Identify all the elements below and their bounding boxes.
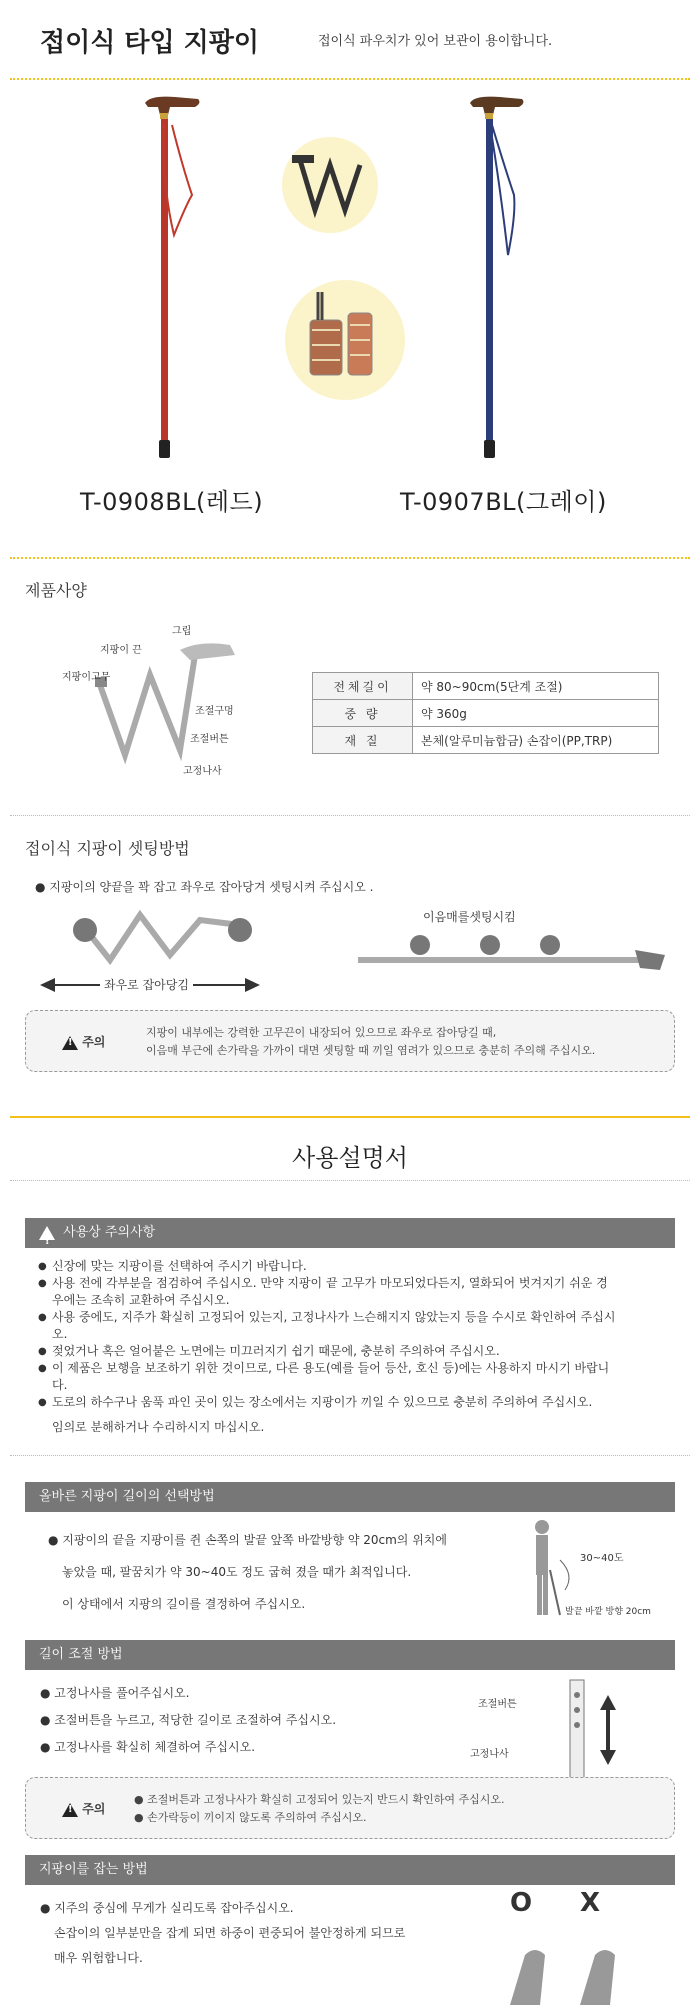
adjust-button-label: 조절버튼 — [478, 1699, 517, 1710]
precautions-divider — [10, 1455, 690, 1456]
precautions-list — [38, 1258, 618, 1411]
adjust-item-text: 고정나사를 확실히 체결하여 주십시오. — [54, 1740, 256, 1754]
good-mark: O — [510, 1888, 533, 1918]
adjust-item-text: 조절버튼을 누르고, 적당한 길이로 조절하여 주십시오. — [54, 1713, 337, 1727]
caution-line: ● 조절버튼과 고정나사가 확실히 고정되어 있는지 반드시 확인하여 주십시오. — [134, 1793, 505, 1806]
blue-cane-image — [470, 97, 523, 458]
adjust-caution-box — [25, 1777, 675, 1839]
spec-row — [313, 700, 659, 727]
adjust-list — [40, 1680, 336, 1761]
list-item: ● 조절버튼을 누르고, 적당한 길이로 조절하여 주십시오. — [40, 1713, 337, 1727]
length-text — [48, 1524, 447, 1620]
caution-item-text: 조절버튼과 고정나사가 확실히 고정되어 있는지 반드시 확인하여 주십시오. — [147, 1793, 505, 1806]
pouch-image — [285, 280, 405, 400]
length-title: 올바른 지팡이 길이의 선택방법 — [39, 1489, 215, 1504]
label-adjust-hole: 조절구멍 — [195, 706, 234, 717]
label-grip: 그립 — [172, 626, 192, 637]
products-divider — [10, 557, 690, 559]
grip-line: 매우 위험합니다. — [54, 1951, 143, 1965]
label-adjust-button: 조절버튼 — [190, 734, 229, 745]
list-item: ● 이 제품은 보행을 보조하기 위한 것이므로, 다른 용도(예를 들어 등산, 호신 등)에는 사용하지 마시기 바랍니다. — [38, 1360, 618, 1394]
spec-key: 전체길이 — [313, 673, 413, 700]
setting-bullet: ● 지팡이의 양끝을 꽉 잡고 좌우로 잡아당겨 셋팅시켜 주십시오 . — [35, 880, 374, 894]
manual-title-divider — [10, 1180, 690, 1181]
spec-value: 약 80~90cm(5단계 조절) — [413, 673, 659, 700]
spec-row — [313, 727, 659, 754]
page-title: 접이식 타입 지팡이 — [40, 28, 260, 58]
spec-row — [313, 673, 659, 700]
setting-bullet-text: 지팡이의 양끝을 꽉 잡고 좌우로 잡아당겨 셋팅시켜 주십시오 . — [49, 880, 374, 894]
grip-line: ● 지주의 중심에 무게가 실리도록 잡아주십시오. — [40, 1901, 294, 1915]
warning-icon — [62, 1036, 78, 1050]
list-item: ● 사용 전에 각부분을 점검하여 주십시오. 만약 지팡이 끝 고무가 마모되었다든지, 열화되어 벗겨지기 쉬운 경우에는 조속히 교환하여 주십시오. — [38, 1275, 618, 1309]
red-cane-image — [145, 97, 199, 458]
distance-label: 발끝 바깥 방향 20cm — [565, 1607, 651, 1617]
list-item: ● 고정나사를 풀어주십시오. — [40, 1686, 190, 1700]
model-gray: T-0907BL(그레이) — [400, 488, 607, 516]
spec-title: 제품사양 — [25, 581, 87, 600]
length-line: 이 상태에서 지팡의 길이를 결정하여 주십시오. — [62, 1597, 306, 1611]
spec-value: 약 360g — [413, 700, 659, 727]
caution-text: 주의 — [82, 1035, 106, 1049]
spec-divider — [10, 815, 690, 816]
label-cane-neck: 지팡이 끈 — [100, 645, 142, 656]
spec-value: 본체(알루미늄합금) 손잡이(PP,TRP) — [413, 727, 659, 754]
length-line: 놓았을 때, 팔꿈치가 약 30~40도 정도 굽혀 졌을 때가 최적입니다. — [62, 1565, 412, 1579]
precautions-tail: 임의로 분해하거나 수리하시지 마십시오. — [52, 1420, 265, 1434]
setting-left-caption: 좌우로 잡아당김 — [100, 976, 193, 993]
caution-line: ● 손가락등이 끼이지 않도록 주의하여 주십시오. — [134, 1811, 367, 1824]
adjust-item-text: 고정나사를 풀어주십시오. — [54, 1686, 190, 1700]
spec-key: 중 량 — [313, 700, 413, 727]
spec-table — [312, 672, 659, 754]
length-line-text: 지팡이의 끝을 지팡이를 쥔 손쪽의 발끝 앞쪽 바깥방향 약 20cm의 위치에 — [62, 1533, 447, 1547]
header-divider — [10, 78, 690, 80]
folded-cane-image — [282, 137, 378, 233]
model-red: T-0908BL(레드) — [80, 488, 264, 516]
list-item: ● 사용 중에도, 지주가 확실히 고정되어 있는지, 고정나사가 느슨해지지 않았는지 등을 수시로 확인하여 주십시오. — [38, 1309, 618, 1343]
warning-icon — [62, 1803, 78, 1817]
manual-top-divider — [10, 1116, 690, 1118]
precautions-bar — [25, 1218, 675, 1248]
adjust-caution-text — [134, 1791, 505, 1827]
page-subtitle: 접이식 파우치가 있어 보관이 용이합니다. — [318, 34, 553, 49]
list-item: ● 젖었거나 혹은 얼어붙은 노면에는 미끄러지기 쉽기 때문에, 충분히 주의하여 주십시오. — [38, 1343, 618, 1360]
label-tip: 지팡이고무 — [62, 672, 111, 683]
grip-line: 손잡이의 일부분만을 잡게 되면 하중이 편중되어 불안정하게 되므로 — [54, 1926, 406, 1940]
adjust-figure — [550, 1675, 630, 1785]
product-images — [0, 85, 700, 485]
setting-title: 접이식 지팡이 셋팅방법 — [25, 839, 190, 858]
caution-line: 이음매 부근에 손가락을 가까이 대면 셋팅할 때 끼일 염려가 있으므로 충분히 주의해 주십시오. — [146, 1044, 596, 1057]
spec-diagram — [40, 615, 300, 775]
label-lock-nut: 고정나사 — [183, 766, 222, 777]
angle-label: 30~40도 — [580, 1553, 624, 1564]
spec-key: 재 질 — [313, 727, 413, 754]
list-item: ● 도로의 하수구나 움푹 파인 곳이 있는 장소에서는 지팡이가 끼일 수 있으므로 충분히 주의하여 주십시오. — [38, 1394, 618, 1411]
grip-figure — [500, 1925, 660, 2015]
manual-title: 사용설명서 — [292, 1144, 408, 1172]
caution-item-text: 손가락등이 끼이지 않도록 주의하여 주십시오. — [147, 1811, 367, 1824]
adjust-bar — [25, 1640, 675, 1670]
length-line: ● 지팡이의 끝을 지팡이를 쥔 손쪽의 발끝 앞쪽 바깥방향 약 20cm의 위치에 — [48, 1533, 447, 1547]
bad-mark: X — [580, 1888, 601, 1918]
setting-caution-box — [25, 1010, 675, 1072]
setting-caution-label — [62, 1033, 105, 1050]
grip-bar — [25, 1855, 675, 1885]
setting-caution-text — [146, 1024, 595, 1060]
warning-icon — [39, 1226, 55, 1240]
grip-text — [40, 1896, 405, 1971]
length-bar — [25, 1482, 675, 1512]
adjust-title: 길이 조절 방법 — [39, 1647, 123, 1662]
grip-title: 지팡이를 잡는 방법 — [39, 1862, 148, 1877]
setting-right-caption: 이음매를셋팅시킴 — [423, 910, 516, 924]
list-item: ● 고정나사를 확실히 체결하여 주십시오. — [40, 1740, 256, 1754]
precautions-title: 사용상 주의사항 — [63, 1225, 156, 1240]
caution-text: 주의 — [82, 1802, 106, 1816]
grip-line-text: 지주의 중심에 무게가 실리도록 잡아주십시오. — [54, 1901, 294, 1915]
list-item: ● 신장에 맞는 지팡이를 선택하여 주시기 바랍니다. — [38, 1258, 618, 1275]
adjust-caution-label — [62, 1800, 105, 1817]
adjust-nut-label: 고정나사 — [470, 1749, 509, 1760]
caution-line: 지팡이 내부에는 강력한 고무끈이 내장되어 있으므로 좌우로 잡아당길 때, — [146, 1026, 497, 1039]
